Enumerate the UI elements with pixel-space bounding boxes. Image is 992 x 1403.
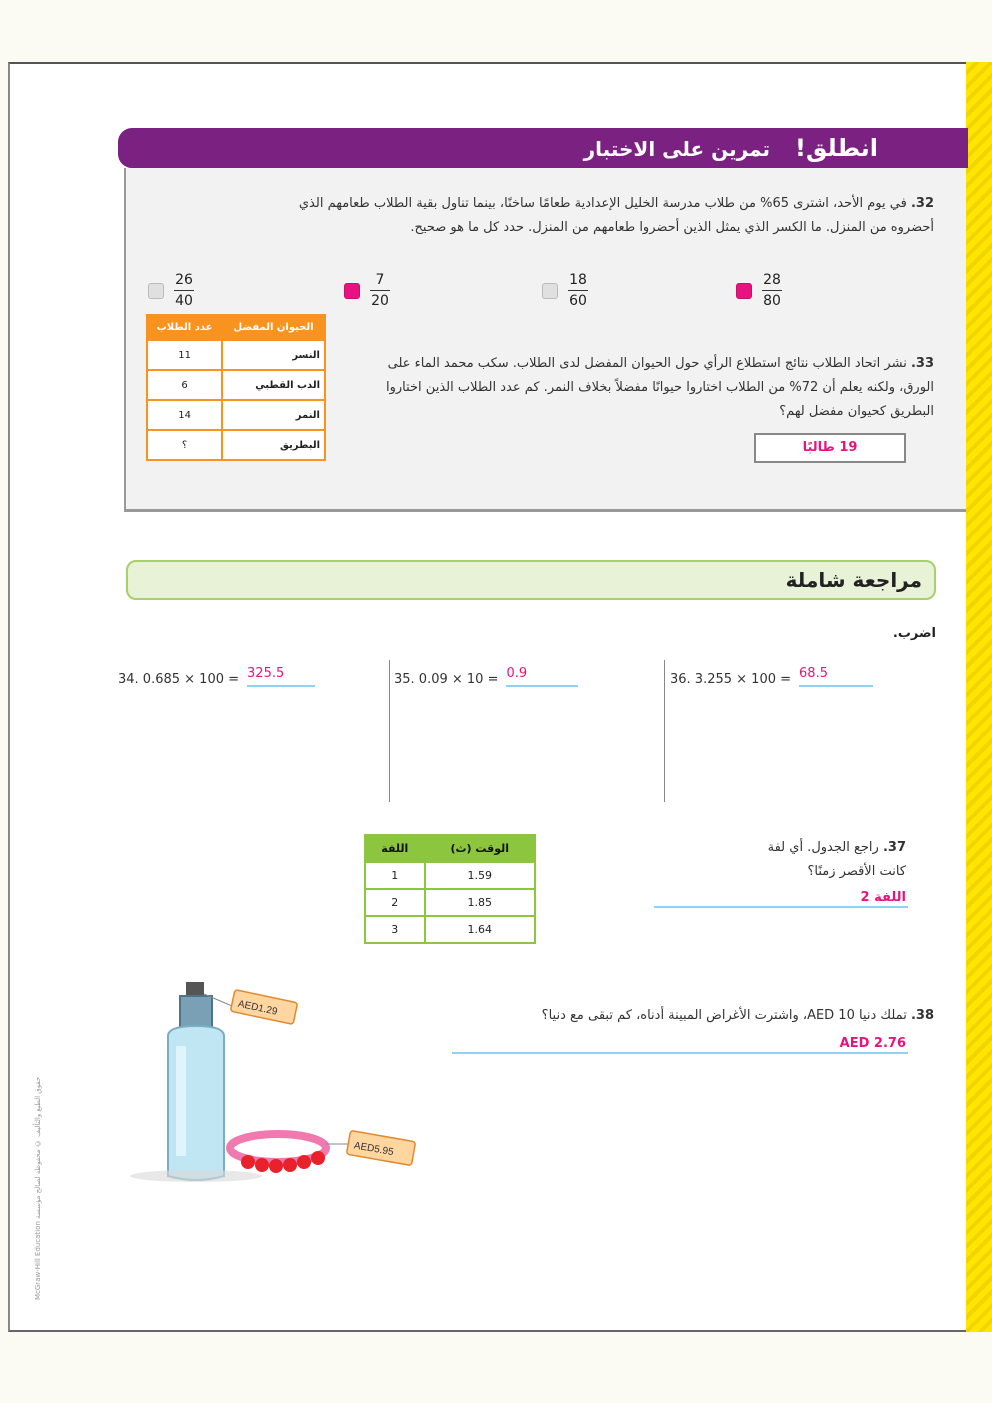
go-label: انطلق! — [795, 134, 878, 162]
answer-line — [654, 906, 908, 908]
fraction — [568, 272, 588, 309]
review-header — [126, 560, 936, 600]
table-header: الحيوان المفضل — [222, 315, 325, 340]
test-practice-header — [118, 128, 968, 168]
table-row — [365, 889, 535, 916]
fraction — [174, 272, 194, 309]
numerator: 7 — [375, 272, 385, 288]
lap-cell: 2 — [365, 889, 425, 916]
question-38 — [454, 1004, 934, 1028]
checkbox-checked[interactable] — [736, 283, 752, 299]
checkbox-unchecked[interactable] — [148, 283, 164, 299]
question-38-text: تملك دنيا AED 10، واشترت الأغراض المبينة أدناه، كم تبقى مع دنيا؟ — [541, 1008, 907, 1023]
numerator: 26 — [175, 272, 193, 288]
count-cell: 6 — [147, 370, 222, 400]
question-32-number: 32. — [910, 196, 934, 211]
question-33-number: 33. — [910, 356, 934, 371]
question-37-number: 37. — [882, 840, 906, 855]
table-row — [365, 862, 535, 889]
decorative-stripe — [966, 62, 992, 1332]
table-header: اللفة — [365, 835, 425, 862]
checkbox-unchecked[interactable] — [542, 283, 558, 299]
favorite-animal-table — [146, 314, 326, 461]
multiply-instruction: اضرب. — [892, 626, 936, 641]
table-row — [147, 400, 325, 430]
copyright-note: McGraw-Hill Education حقوق الطبع والتأليف © محفوظة لصالح مؤسسة — [34, 1076, 42, 1300]
question-33-text: نشر اتحاد الطلاب نتائج استطلاع الرأي حول الحيوان المفضل لدى الطلاب. سكب محمد الماء على الورق، ولكنه يعلم أن 72% من الطلاب اختاروا حيوانًا مفضلاً بخلاف النمر. كم عدد الطلاب الذين اختاروا البطريق كحيوان مفضل لهم؟ — [385, 356, 934, 419]
lap-cell: 3 — [365, 916, 425, 943]
problem-label: 35. 0.09 × 10 = — [394, 672, 499, 687]
header-title-text: تمرين على الاختبار — [583, 137, 771, 161]
time-cell: 1.85 — [425, 889, 535, 916]
lap-cell: 1 — [365, 862, 425, 889]
table-header: الوقت (ث) — [425, 835, 535, 862]
review-title: مراجعة شاملة — [785, 568, 922, 592]
checkbox-checked[interactable] — [344, 283, 360, 299]
header-title — [584, 128, 878, 168]
table-header: عدد الطلاب — [147, 315, 222, 340]
price-tag-bottle — [204, 990, 298, 1025]
option-7-20[interactable] — [344, 272, 390, 309]
answer-line — [452, 1052, 908, 1054]
fraction — [762, 272, 782, 309]
numerator: 18 — [569, 272, 587, 288]
question-33-answer[interactable]: 19 طالبًا — [754, 433, 906, 463]
problem-label: 34. 0.685 × 100 = — [118, 672, 240, 687]
question-33 — [364, 352, 934, 424]
time-cell: 1.59 — [425, 862, 535, 889]
question-38-number: 38. — [910, 1008, 934, 1023]
problem-label: 36. 3.255 × 100 = — [670, 672, 792, 687]
denominator: 20 — [371, 293, 389, 309]
fraction — [370, 272, 390, 309]
price-tag-bracelet — [326, 1130, 416, 1165]
count-cell: 14 — [147, 400, 222, 430]
divider — [389, 660, 390, 802]
time-cell: 1.64 — [425, 916, 535, 943]
problem-36 — [670, 666, 873, 687]
option-28-80[interactable] — [736, 272, 782, 309]
problem-answer[interactable]: 325.5 — [247, 666, 315, 687]
problem-answer[interactable]: 68.5 — [799, 666, 873, 687]
question-32-text: في يوم الأحد، اشترى 65% من طلاب مدرسة الخليل الإعدادية طعامًا ساخنًا، بينما تناول بقية الطلاب طعامهم الذي أحضروه من المنزل. ما الكسر الذي يمثل الذين أحضروا طعامهم من المنزل. حدد كل ما هو صحيح. — [298, 196, 934, 235]
question-37 — [746, 836, 906, 884]
items-illustration — [128, 976, 428, 1186]
count-cell: ؟ — [147, 430, 222, 460]
option-26-40[interactable] — [148, 272, 194, 309]
table-row — [147, 370, 325, 400]
denominator: 80 — [763, 293, 781, 309]
animal-cell: البطريق — [222, 430, 325, 460]
question-38-answer[interactable]: AED 2.76 — [839, 1036, 906, 1051]
problem-answer[interactable]: 0.9 — [506, 666, 578, 687]
denominator: 40 — [175, 293, 193, 309]
lap-time-table — [364, 834, 536, 944]
bottle-price: AED1.29 — [236, 998, 279, 1018]
table-row — [147, 340, 325, 370]
denominator: 60 — [569, 293, 587, 309]
problem-35 — [394, 666, 578, 687]
bracelet-price: AED5.95 — [353, 1140, 395, 1159]
table-row — [147, 430, 325, 460]
animal-cell: الدب القطبي — [222, 370, 325, 400]
option-18-60[interactable] — [542, 272, 588, 309]
count-cell: 11 — [147, 340, 222, 370]
question-37-text: راجع الجدول. أي لفة كانت الأقصر زمنًا؟ — [767, 840, 906, 879]
numerator: 28 — [763, 272, 781, 288]
question-37-answer[interactable]: اللفة 2 — [860, 890, 906, 905]
animal-cell: النسر — [222, 340, 325, 370]
question-32 — [294, 192, 934, 240]
divider — [664, 660, 665, 802]
problem-34 — [118, 666, 315, 687]
table-row — [365, 916, 535, 943]
animal-cell: النمر — [222, 400, 325, 430]
bracelet-icon — [230, 1134, 326, 1173]
